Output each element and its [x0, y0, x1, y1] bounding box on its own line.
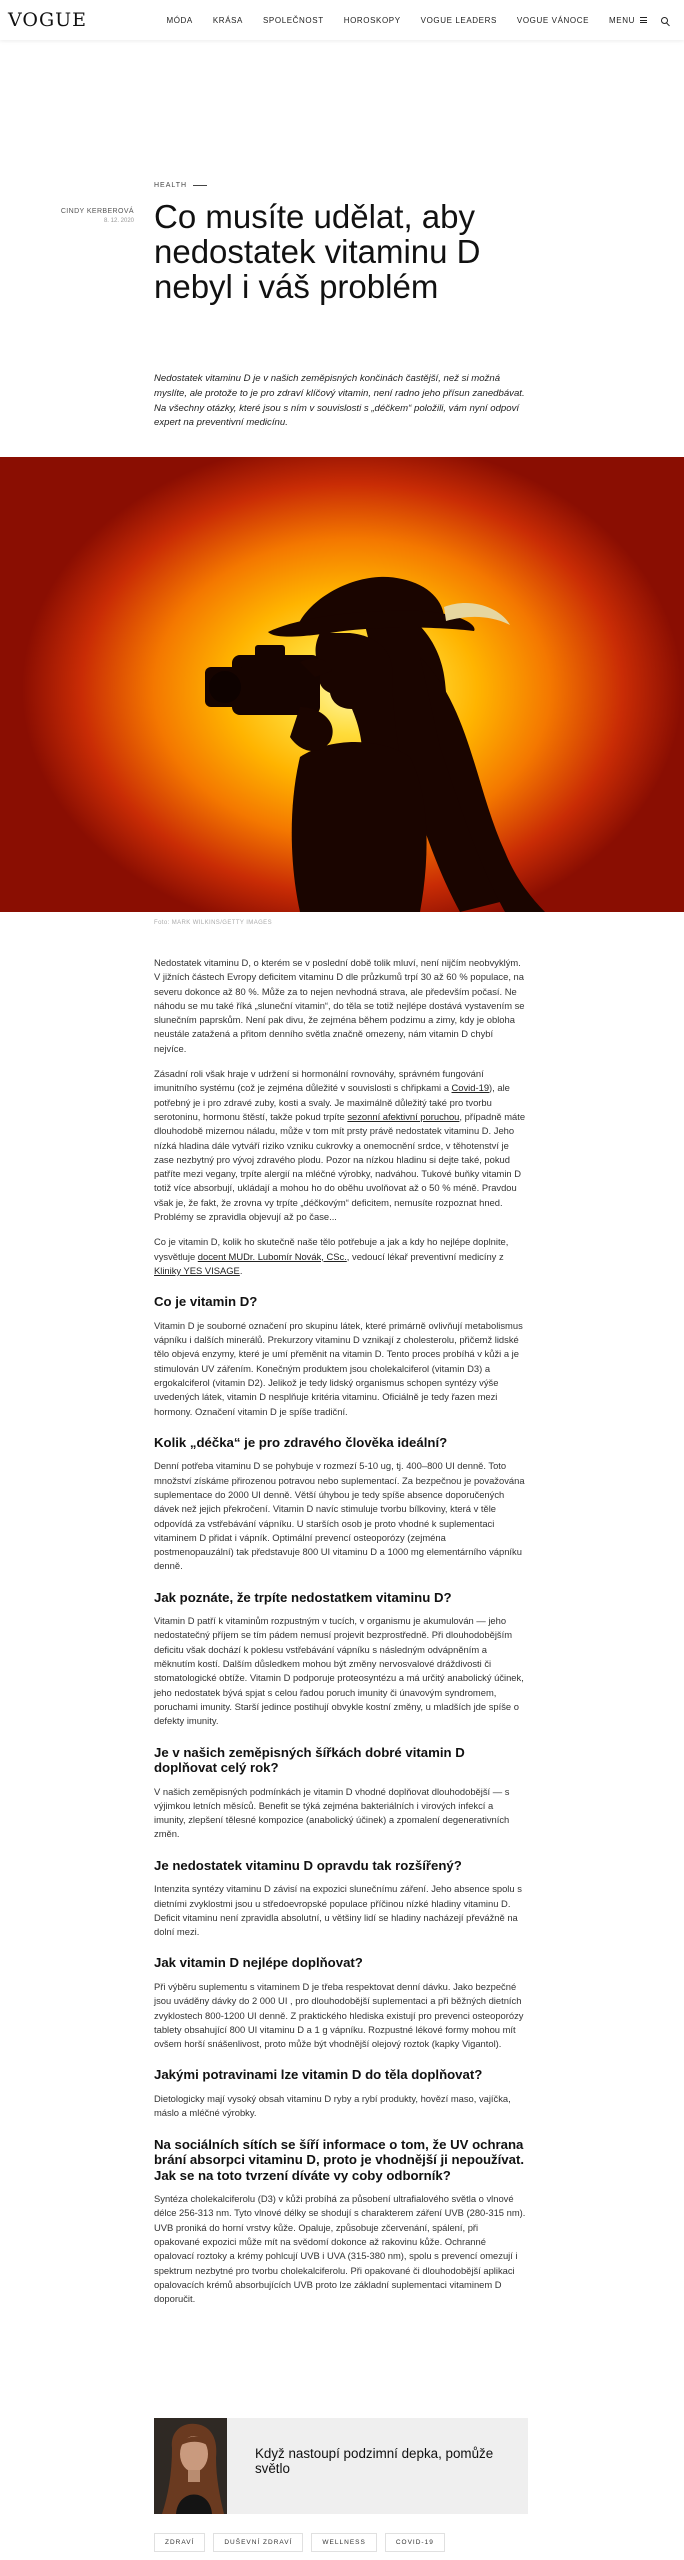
section-heading: Jak poznáte, že trpíte nedostatkem vitaminu D? — [154, 1589, 452, 1605]
section-label: HEALTH — [154, 182, 188, 189]
menu-label: MENU — [609, 15, 635, 25]
section-heading: Jakými potravinami lze vitamin D do těla doplňovat? — [154, 2067, 483, 2083]
paragraph: Vitamin D patří k vitaminům rozpustným v tucích, v organismu je akumulován — jeho nedostatečný příjem se tím pádem nemusí projevit bezprostředně. Při dlouhodobějším deficitu však dochází k poklesu vstřebávání vápníku s následným odvápněním a měknutím kostí. Dalším důsledkem mohou být změny nervosvalové dráždivosti či stomatologické obtíže. Vitamin D podporuje proteosyntézu a má určitý anabolický účinek, jeho nedostatek bývá spjat s celou řadou poruch imunity či únavovým syndromem, poruchami imunity. Starší jedince postihují obvykle kostní změny, u mladších jde spíše o defekty imunity. — [154, 1615, 524, 1727]
author-name[interactable]: CINDY KERBEROVÁ — [60, 208, 134, 215]
search-icon[interactable] — [661, 17, 668, 24]
related-article-card[interactable] — [154, 2418, 528, 2514]
nav-item-vogue-leaders[interactable]: VOGUE LEADERS — [420, 15, 497, 25]
tag-dusevni-zdravi[interactable]: DUŠEVNÍ ZDRAVÍ — [213, 2533, 303, 2552]
paragraph — [154, 1067, 526, 1224]
portrait-illustration — [154, 2418, 227, 2514]
paragraph-text: Zásadní roli však hraje v udržení si hormonální rovnováhy, správném fungování imunitního systému (což je zejména důležité v souvislosti s chřipkami a — [154, 1068, 484, 1094]
section-heading: Je v našich zeměpisných šířkách dobré vitamin D doplňovat celý rok? — [154, 1744, 465, 1776]
paragraph-text: ), ale potřebný je i pro zdravé zuby, kosti a svaly. Je maximálně důležitý také pro tvorbu serotoninu, hormonu štěstí, takže pokud trpíte — [154, 1082, 510, 1122]
nav-item-krasa[interactable]: KRÁSA — [212, 15, 243, 25]
photo-credit: Foto: MARK WILKINS/GETTY IMAGES — [154, 920, 272, 926]
tag-covid-19[interactable]: COVID-19 — [385, 2533, 445, 2552]
related-article-image — [154, 2418, 227, 2514]
nav-item-vogue-vanoce[interactable]: VOGUE VÁNOCE — [516, 15, 590, 25]
publish-date: 8. 12. 2020 — [103, 218, 134, 224]
byline — [30, 208, 134, 224]
nav-menu — [156, 0, 668, 40]
tag-wellness[interactable]: WELLNESS — [311, 2533, 376, 2552]
paragraph: Nedostatek vitaminu D, o kterém se v poslední době tolik mluví, není nijčím neobvyklým. V jižních částech Evropy deficitem vitaminu D dle průzkumů trpí 30 až 60 % populace, na severu dokonce až 80 %. Může za to nejen nevhodná strava, ale především počasí. Ne náhodu se mu také říká „sluneční vitamin“, do těla se totiž nejlépe dostává vystavením se slunečním paprskům. Není pak divu, že zejména během podzimu a zimy, kdy je obloha neustále zatažená a přitom denního světla značně omezeny, nám vitamin D chybí nejvíce. — [154, 957, 525, 1054]
paragraph-text: , vedoucí lékař preventivní medicíny z — [346, 1250, 504, 1262]
top-navigation — [0, 0, 684, 40]
paragraph: Syntéza cholekalciferolu (D3) v kůži probíhá za působení ultrafialového světla o vlnové délce 256-313 nm. Tyto vlnové délky se shodují s charakterem záření UVB (280-315 nm). UVB proniká do horní vrstvy kůže. Opaluje, způsobuje zčervenání, spálení, při opakované expozici může mít na svědomí dokonce až rakovinu kůže. Ochranné opalovací roztoky a krémy pohlcují UVB i UVA (315-380 nm), spolu s prevencí omezují i spektrum nezbytné pro tvorbu cholekalciferolu. Při opakované či dlouhodobější aplikaci opalovacích krémů absorbujících UVB proto lze základní suplementaci vitaminem D doporučit. — [154, 2193, 526, 2305]
link-covid-19[interactable]: Covid-19 — [451, 1082, 490, 1094]
paragraph: Vitamin D je souborné označení pro skupinu látek, které primárně ovlivňují metabolismus vápníku i dalších minerálů. Prekurzory vitaminu D vznikají z cholesterolu, přičemž lidské tělo objevá enzymy, které je umí přeměnit na vitamin D. Tento proces probíhá v kůži a je stimulován UV zářením. Konečným produktem jsou cholekalciferol (vitamin D3) a ergokalciferol (vitamin D2). Jelikož je tedy lidský organismus schopen syntézy výše uvedených látek, vitamin D nesplňuje kritéria vitaminu. Oficiálně je tedy řazen mezi hormony. Označení vitamin D je spíše tradiční. — [154, 1319, 523, 1417]
article-tags — [154, 2533, 445, 2552]
tag-zdravi[interactable]: ZDRAVÍ — [154, 2533, 205, 2552]
nav-item-moda[interactable]: MÓDA — [166, 15, 193, 25]
hamburger-icon — [640, 17, 647, 23]
section-heading: Co je vitamin D? — [154, 1294, 258, 1310]
related-article-title[interactable]: Když nastoupí podzimní depka, pomůže světlo — [254, 2446, 494, 2476]
paragraph-text: . — [239, 1264, 243, 1276]
article-body — [154, 956, 526, 2317]
section-tag[interactable] — [154, 182, 207, 189]
article-title: Co musíte udělat, aby nedostatek vitaminu D nebyl i váš problém — [154, 198, 481, 305]
photographer-silhouette — [0, 457, 684, 912]
link-expert[interactable]: docent MUDr. Lubomír Novák, CSc. — [197, 1250, 347, 1262]
section-heading: Jak vitamin D nejlépe doplňovat? — [154, 1955, 363, 1971]
section-heading: Je nedostatek vitaminu D opravdu tak rozšířený? — [154, 1857, 462, 1873]
paragraph: Intenzita syntézy vitaminu D závisí na expozici slunečnímu záření. Jeho absence spolu s dietními zvyklostmi jsou u středoevropské populace příčinou nízké hladiny vitaminu D. Deficit vitaminu není zpravidla absolutní, u většiny lidí se hladiny nacházejí převážně na dolní mezi. — [154, 1883, 522, 1938]
paragraph: Denní potřeba vitaminu D se pohybuje v rozmezí 5-10 ug, tj. 400–800 UI denně. Toto množství získáme přirozenou potravou nebo suplementací. Za bezpečnou je považována suplementace do 2000 UI denně. Větší úhybou je tedy spíše absence doporučených dávek než jejich překročení. Vitamin D navíc stimuluje tvorbu bílkoviny, která v těle odpovídá za vstřebávání vápníku. U starších osob je proto vhodné k suplementaci vitaminem D přidat i vápník. Optimální prevencí osteoporózy (zejména postmenopauzální) tak představuje 800 UI vitaminu D a 1000 mg elementárního vápníku denně. — [154, 1460, 525, 1572]
paragraph — [154, 1235, 526, 1278]
section-heading: Na sociálních sítích se šíří informace o tom, že UV ochrana brání absorpci vitaminu D, proto je vhodnější ji nepoužívat. Jak se na toto tvrzení díváte vy coby odborník? — [154, 2136, 525, 2183]
section-divider — [193, 185, 207, 186]
hero-image — [0, 457, 684, 912]
nav-item-spolecnost[interactable]: SPOLEČNOST — [263, 15, 324, 25]
article-lead: Nedostatek vitaminu D je v našich zeměpisných končinách častější, než si možná myslíte, ale protože to je pro zdraví klíčový vitamin, není radno jeho přísun zanedbávat. Na všechny otázky, které jsou s ním v souvislosti s „déčkem“ položili, vám nyní odpoví expert na preventivní medicínu. — [154, 373, 525, 429]
menu-button[interactable] — [599, 16, 657, 25]
section-heading: Kolik „déčka“ je pro zdravého člověka ideální? — [154, 1434, 448, 1450]
paragraph: Dietologicky mají vysoký obsah vitaminu D ryby a rybí produkty, hovězí maso, vajíčka, máslo a mléčné výrobky. — [154, 2092, 511, 2119]
paragraph: Při výběru suplementu s vitaminem D je třeba respektovat denní dávku. Jako bezpečné jsou uváděny dávky do 2 000 UI , pro dlouhodobější suplementaci a při běžných dietních zvyklostech 800-1200 UI denně. Z praktického hlediska existují pro prevenci osteoporózy tablety obsahující 800 UI vitaminu D a 1 g vápníku. Rozpustné lékové formy mohou mít ovšem horší snášenlivost, proto může být vhodnější olejový roztok (kapky Vigantol). — [154, 1980, 524, 2050]
paragraph-text: , případně máte dlouhodobě mizernou náladu, může v tom mít prsty právě nedostatek vitaminu D. Jeho nízká hladina dále vytváří riziko vzniku cukrovky a onemocnění srdce, v těhotenství je zase nezbytný pro vývoj zdravého plodu. Pozor na nízkou hladinu si dejte také, pokud patříte mezi vegany, trpíte alergií na mléčné výrobky, nadváhou. Tukové buňky vitamin D totiž více absorbují, ukládají a mohou ho do oběhu uvolňovat až o 50 % méně. Pravdou však je, že fakt, že zrovna vy trpíte „déčkovým“ deficitem, nemusíte rozpoznat hned. Problémy se zpravidla objevují až po čase... — [154, 1110, 526, 1223]
link-clinic[interactable]: Kliniky YES VISAGE — [154, 1264, 240, 1276]
paragraph: V našich zeměpisných podmínkách je vitamin D vhodné doplňovat dlouhodobější — s výjimkou letních měsíců. Benefit se týká zejména bakteriálních i virových infekcí a imunity, zlepšení tělesné kompozice (anabolický účinek) a zpomalení degenerativních změn. — [154, 1785, 510, 1840]
paragraph-text: Co je vitamin D, kolik ho skutečně naše tělo potřebuje a jak a kdy ho nejlépe doplnite, vysvětluje — [154, 1236, 509, 1262]
nav-item-horoskopy[interactable]: HOROSKOPY — [343, 15, 401, 25]
vogue-logo[interactable]: VOGUE — [8, 9, 88, 31]
link-sezonni-afektivni-porucha[interactable]: sezonní afektivní poruchou — [347, 1110, 460, 1122]
